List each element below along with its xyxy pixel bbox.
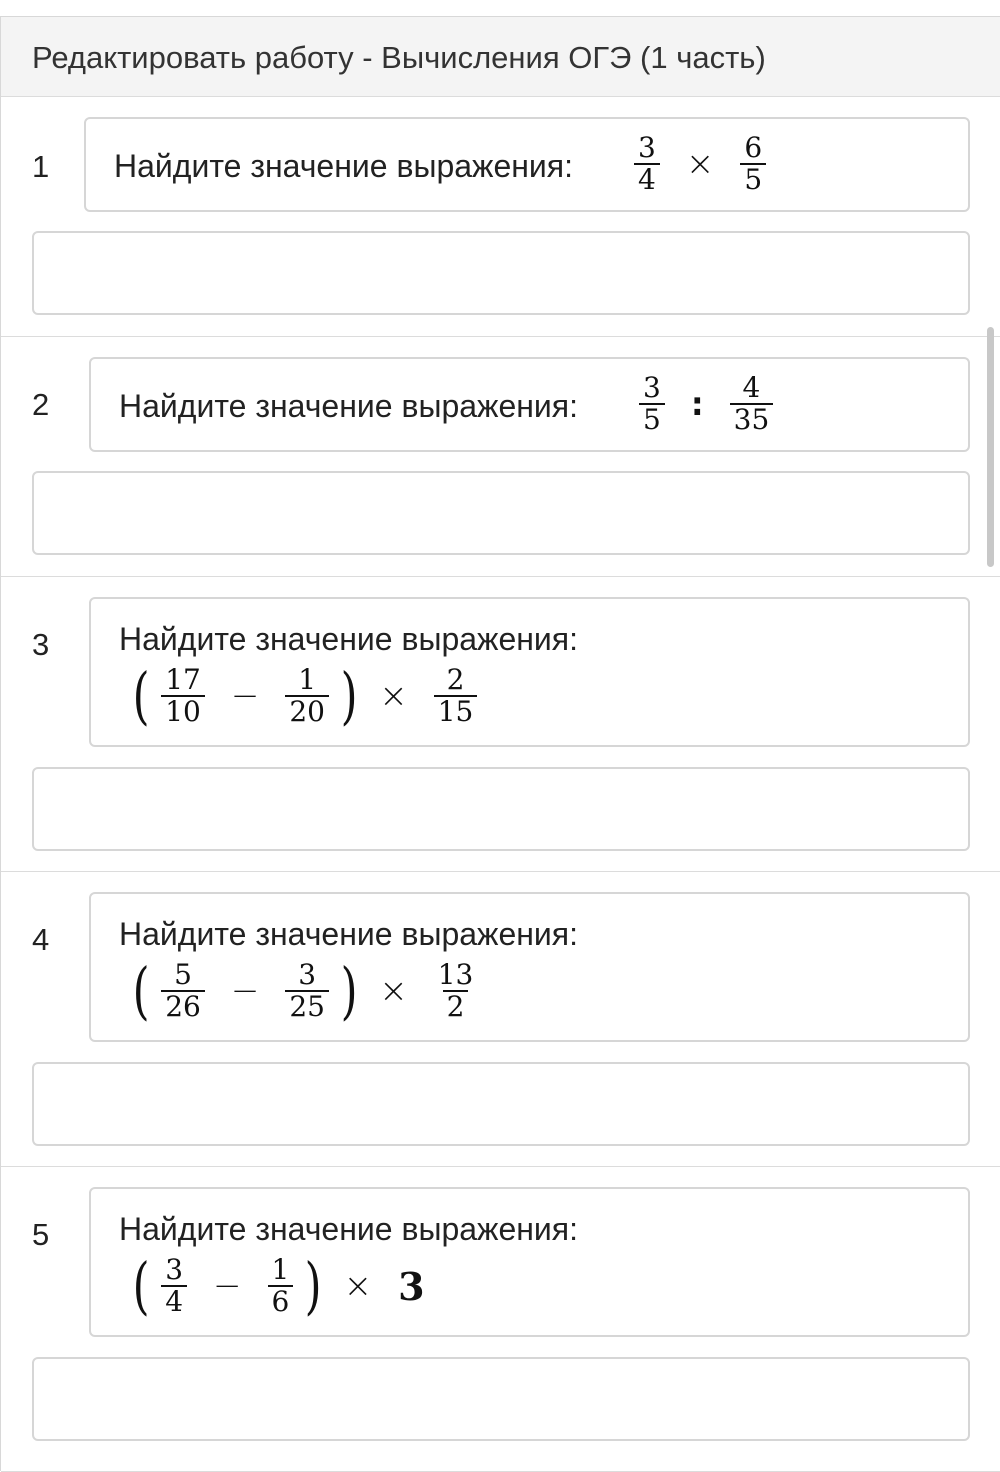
fraction: $\frac{2}{15}$: [434, 665, 478, 727]
page-title: Редактировать работу - Вычисления ОГЭ (1 часть): [32, 40, 766, 75]
task-number: 4: [32, 922, 50, 957]
question-box: [89, 1187, 970, 1337]
answer-input[interactable]: [32, 767, 970, 851]
answer-input[interactable]: [32, 231, 970, 315]
fraction: $\frac{3}{4}$: [634, 133, 660, 195]
task-number: 5: [32, 1217, 50, 1252]
question-expression: ( $\frac{5}{26}$ − $\frac{3}{25}$ ) × $\frac{13}{2}$: [129, 960, 485, 1022]
question-expression: ( $\frac{3}{4}$ − $\frac{1}{6}$ ) × 3: [132, 1249, 425, 1322]
panel-header: [1, 17, 1000, 97]
task-1: [1, 97, 1000, 337]
question-expression: [631, 373, 781, 435]
task-2: [1, 337, 1000, 577]
fraction: $\frac{4}{35}$: [730, 373, 774, 435]
question-prompt: Найдите значение выражения:: [119, 916, 579, 952]
fraction: $\frac{17}{10}$: [161, 665, 205, 727]
answer-input[interactable]: [32, 1062, 970, 1146]
task-number: 2: [32, 387, 50, 422]
question-expression: [626, 133, 774, 195]
question-prompt: Найдите значение выражения:: [119, 621, 579, 657]
task-number: 1: [32, 149, 50, 184]
fraction: $\frac{5}{26}$: [161, 960, 205, 1022]
number: 3: [398, 1263, 425, 1309]
fraction: $\frac{3}{4}$: [161, 1255, 187, 1317]
task-5: [1, 1167, 1000, 1472]
answer-input[interactable]: [32, 1357, 970, 1441]
top-edge: [0, 0, 1000, 16]
multiply-operator: ×: [379, 971, 408, 1011]
edit-work-panel: [0, 16, 1000, 1471]
question-box: [89, 892, 970, 1042]
question-box: [84, 117, 970, 212]
minus-operator: −: [230, 971, 260, 1011]
minus-operator: −: [213, 1266, 242, 1306]
answer-input[interactable]: [32, 471, 970, 555]
fraction: $\frac{1}{6}$: [268, 1255, 294, 1317]
question-box: [89, 597, 970, 747]
question-expression: ( $\frac{17}{10}$ − $\frac{1}{20}$ ) × $\frac{2}{15}$: [129, 665, 485, 727]
fraction: $\frac{3}{5}$: [639, 373, 665, 435]
fraction: $\frac{3}{25}$: [285, 960, 329, 1022]
task-3: [1, 577, 1000, 872]
scrollbar[interactable]: [987, 327, 994, 567]
fraction: $\frac{13}{2}$: [437, 958, 474, 1023]
fraction: $\frac{1}{20}$: [285, 665, 329, 727]
multiply-operator: ×: [343, 1266, 373, 1306]
divide-operator: :: [690, 385, 704, 423]
question-prompt: Найдите значение выражения:: [119, 388, 579, 424]
question-prompt: Найдите значение выражения:: [119, 1211, 579, 1247]
task-number: 3: [32, 627, 50, 662]
question-box: [89, 357, 970, 452]
multiply-operator: ×: [379, 676, 408, 716]
question-prompt: Найдите значение выражения:: [114, 148, 574, 184]
multiply-operator: ×: [685, 144, 715, 184]
minus-operator: −: [230, 676, 260, 716]
task-4: [1, 872, 1000, 1167]
fraction: $\frac{6}{5}$: [740, 133, 766, 195]
